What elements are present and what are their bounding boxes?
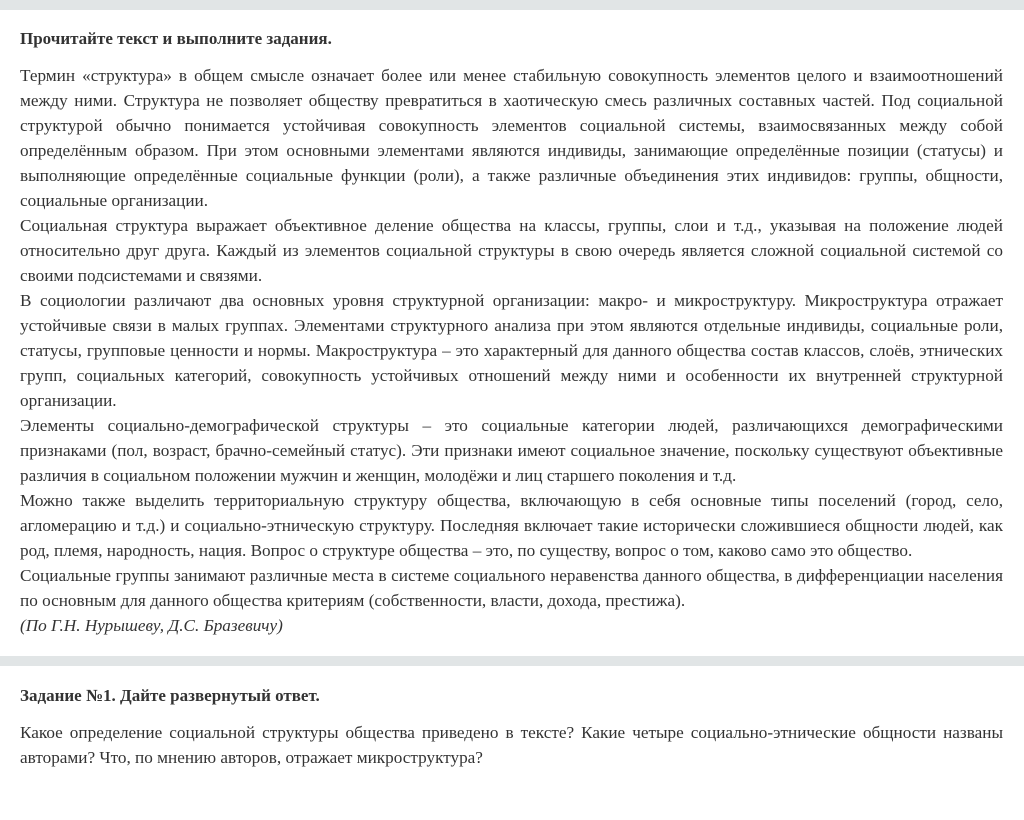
paragraph: Социальная структура выражает объективное деление общества на классы, группы, слои и т.д., указывая на положение людей относительно друг друга. Каждый из элементов социальной структуры в свою очередь является сложной социальной системой со своими подсистемами и связями. (20, 216, 1003, 285)
task-heading: Задание №1. Дайте развернутый ответ. (20, 686, 320, 705)
reading-text (20, 63, 1003, 638)
reading-heading: Прочитайте текст и выполните задания. (20, 29, 332, 48)
source-citation: (По Г.Н. Нурышеву, Д.С. Бразевичу) (20, 616, 283, 635)
task-section (0, 666, 1024, 770)
reading-section (0, 10, 1024, 638)
section-divider (0, 656, 1024, 666)
task-question (20, 720, 1003, 770)
question-text: Какое определение социальной структуры общества приведено в тексте? Какие четыре социально-этнические общности названы авторами? Что, по мнению авторов, отражает микроструктура? (20, 723, 1003, 767)
paragraph: Элементы социально-демографической структуры – это социальные категории людей, различающихся демографическими признаками (пол, возраст, брачно-семейный статус). Эти признаки имеют социальное значение, поскольку существуют объективные различия в социальном положении мужчин и женщин, молодёжи и лиц старшего поколения и т.д. (20, 416, 1003, 485)
paragraph: Можно также выделить территориальную структуру общества, включающую в себя основные типы поселений (город, село, агломерацию и т.д.) и социально-этническую структуру. Последняя включает такие исторически сложившиеся общности людей, как род, племя, народность, нация. Вопрос о структуре общества – это, по существу, вопрос о том, каково само это общество. (20, 491, 1003, 560)
paragraph: В социологии различают два основных уровня структурной организации: макро- и микроструктуру. Микроструктура отражает устойчивые связи в малых группах. Элементами структурного анализа при этом являются отдельные индивиды, социальные роли, статусы, групповые ценности и нормы. Макроструктура – это характерный для данного общества состав классов, слоёв, этнических групп, социальных категорий, совокупность устойчивых отношений между ними и особенности их внутренней структурной организации. (20, 291, 1003, 410)
paragraph: Социальные группы занимают различные места в системе социального неравенства данного общества, в дифференциации населения по основным для данного общества критериям (собственности, власти, дохода, престижа). (20, 566, 1003, 610)
paragraph: Термин «структура» в общем смысле означает более или менее стабильную совокупность элементов целого и взаимоотношений между ними. Структура не позволяет обществу превратиться в хаотическую смесь различных составных частей. Под социальной структурой обычно понимается устойчивая совокупность элементов социальной системы, взаимосвязанных между собой определённым образом. При этом основными элементами являются индивиды, занимающие определённые позиции (статусы) и выполняющие определённые социальные функции (роли), а также различные объединения этих индивидов: группы, общности, социальные организации. (20, 66, 1003, 210)
top-divider (0, 0, 1024, 10)
